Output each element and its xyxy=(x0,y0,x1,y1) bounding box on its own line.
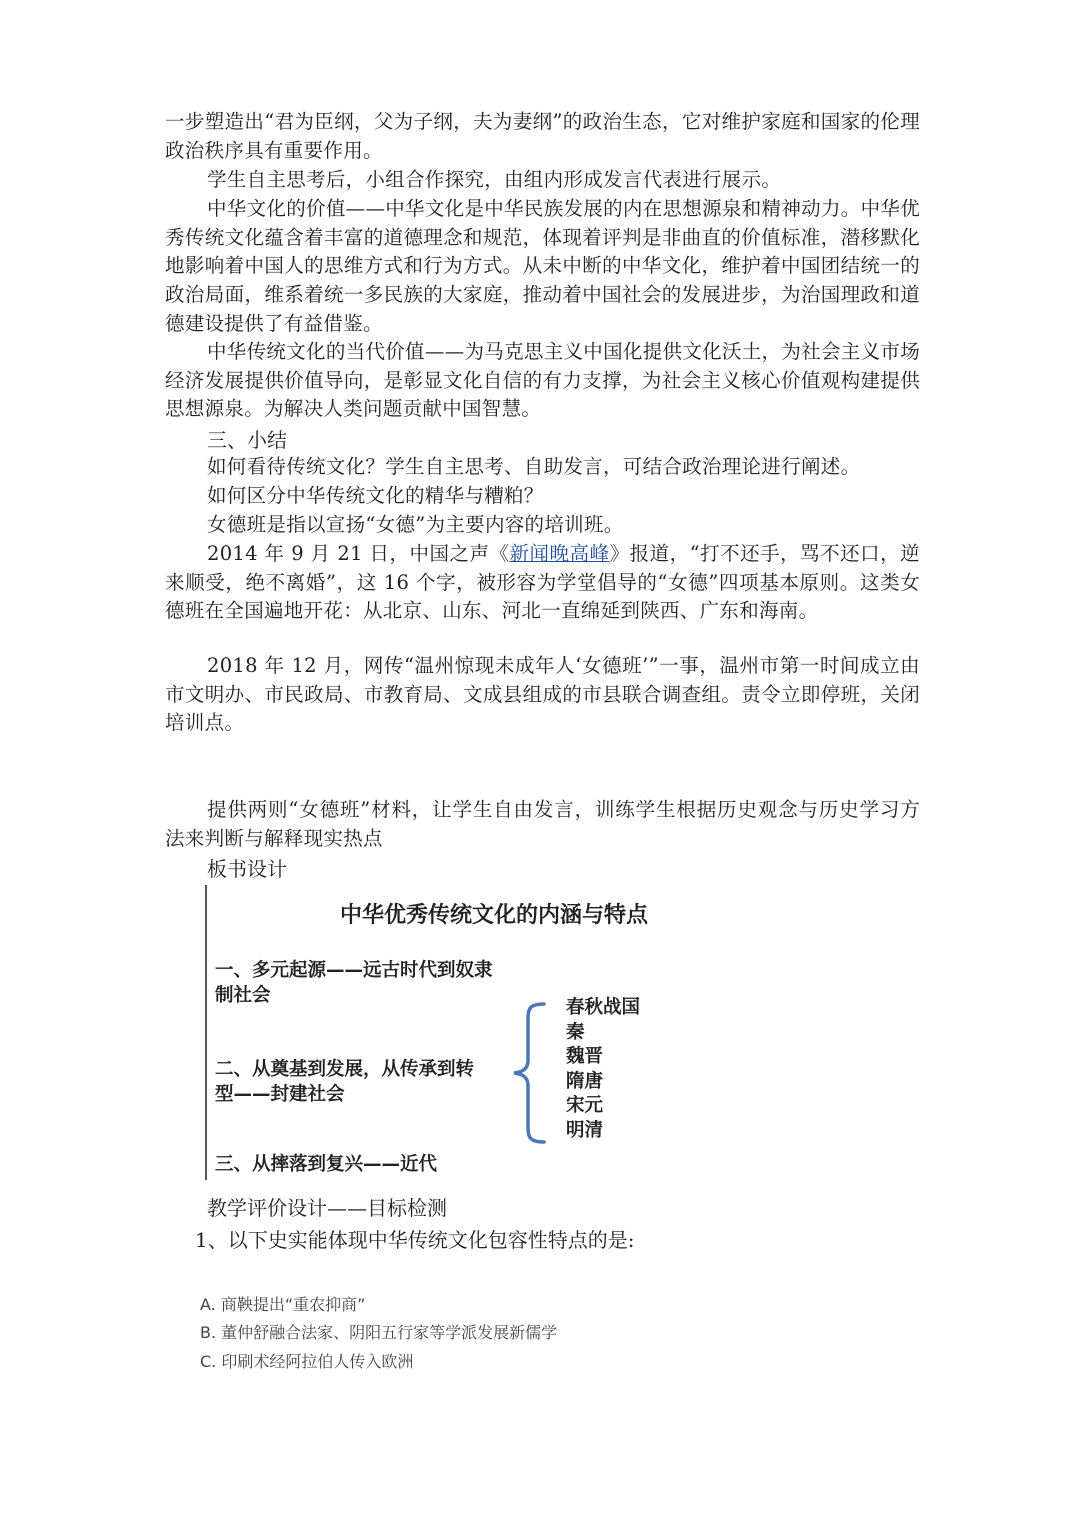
section-heading-summary: 三、小结 xyxy=(207,428,287,452)
era-item: 魏晋 xyxy=(566,1046,604,1067)
paragraph-culture-value: 中华文化的价值——中华文化是中华民族发展的内在思想源泉和精神动力。中华优秀传统文化蕴含着丰富的道德理念和规范，体现着评判是非曲直的价值标准，潜移默化地影响着中国人的思维方式和行为方式。从未中断的中华文化，维护着中国团结统一的政治局面，维系着统一多民族的大家庭，推动着中国社会的发展进步，为治国理政和道德建设提供了有益借鉴。 xyxy=(165,197,920,335)
paragraph-2014-report xyxy=(165,540,920,626)
paragraph-nude-class-definition: 女德班是指以宣扬“女德”为主要内容的培训班。 xyxy=(207,513,624,536)
era-item: 宋元 xyxy=(566,1095,604,1116)
report-body: 》报道，“打不还手，骂不还口，逆来顺受，绝不离婚”，这 16 个字，被形容为学堂倡导的“女德”四项基本原则。这类女德班在全国遍地开花：从北京、山东、河北一直绵延到陕西、广东和海南。 xyxy=(165,542,920,623)
era-item: 隋唐 xyxy=(566,1070,604,1092)
option-c: C. 印刷术经阿拉伯人传入欧洲 xyxy=(200,1352,414,1371)
paragraph-group-work: 学生自主思考后，小组合作探究，由组内形成发言代表进行展示。 xyxy=(207,168,782,191)
board-item-1-line-2: 制社会 xyxy=(215,985,271,1006)
board-item-1-line-1: 一、多元起源——远古时代到奴隶 xyxy=(215,960,493,981)
era-list xyxy=(566,996,640,1143)
report-prefix: 2014 年 9 月 21 日，中国之声《 xyxy=(207,542,510,565)
paragraph-materials-discussion: 提供两则“女德班”材料，让学生自由发言，训练学生根据历史观念与历史学习方法来判断与解释现实热点 xyxy=(165,798,920,850)
paragraph-question-2: 如何区分中华传统文化的精华与糟粕？ xyxy=(207,484,544,507)
option-b: B. 董仲舒融合法家、阴阳五行家等学派发展新儒学 xyxy=(200,1323,558,1342)
curly-brace-icon xyxy=(510,1002,550,1144)
paragraph-question-1: 如何看待传统文化？学生自主思考、自助发言，可结合政治理论进行阐述。 xyxy=(207,455,861,478)
news-program-link[interactable]: 新闻晚高峰 xyxy=(509,542,610,565)
era-item: 春秋战国 xyxy=(566,997,641,1018)
era-item: 明清 xyxy=(566,1119,604,1141)
board-left-border xyxy=(205,885,207,1180)
board-title: 中华优秀传统文化的内涵与特点 xyxy=(340,903,649,928)
question-1: 1、以下史实能体现中华传统文化包容性特点的是: xyxy=(195,1228,635,1252)
era-item: 秦 xyxy=(566,1021,585,1043)
board-item-2-line-1: 二、从奠基到发展，从传承到转 xyxy=(215,1059,475,1080)
board-design-heading: 板书设计 xyxy=(207,857,287,881)
board-item-2 xyxy=(215,1057,474,1107)
evaluation-heading: 教学评价设计——目标检测 xyxy=(207,1196,447,1220)
board-item-3: 三、从摔落到复兴——近代 xyxy=(215,1154,438,1175)
board-item-2-line-2: 型——封建社会 xyxy=(215,1084,345,1105)
paragraph-contemporary-value: 中华传统文化的当代价值——为马克思主义中国化提供文化沃土，为社会主义市场经济发展提供价值导向，是彰显文化自信的有力支撑，为社会主义核心价值观构建提供思想源泉。为解决人类问题贡献中国智慧。 xyxy=(165,340,920,421)
paragraph-2018-event: 2018 年 12 月，网传“温州惊现未成年人‘女德班’”一事，温州市第一时间成立由市文明办、市民政局、市教育局、文成县组成的市县联合调查组。责令立即停班，关闭培训点。 xyxy=(165,654,920,735)
option-a: A. 商鞅提出“重农抑商” xyxy=(200,1295,366,1314)
paragraph-continuation: 一步塑造出“君为臣纲，父为子纲，夫为妻纲”的政治生态，它对维护家庭和国家的伦理政治秩序具有重要作用。 xyxy=(165,110,920,162)
board-item-1 xyxy=(215,958,493,1008)
